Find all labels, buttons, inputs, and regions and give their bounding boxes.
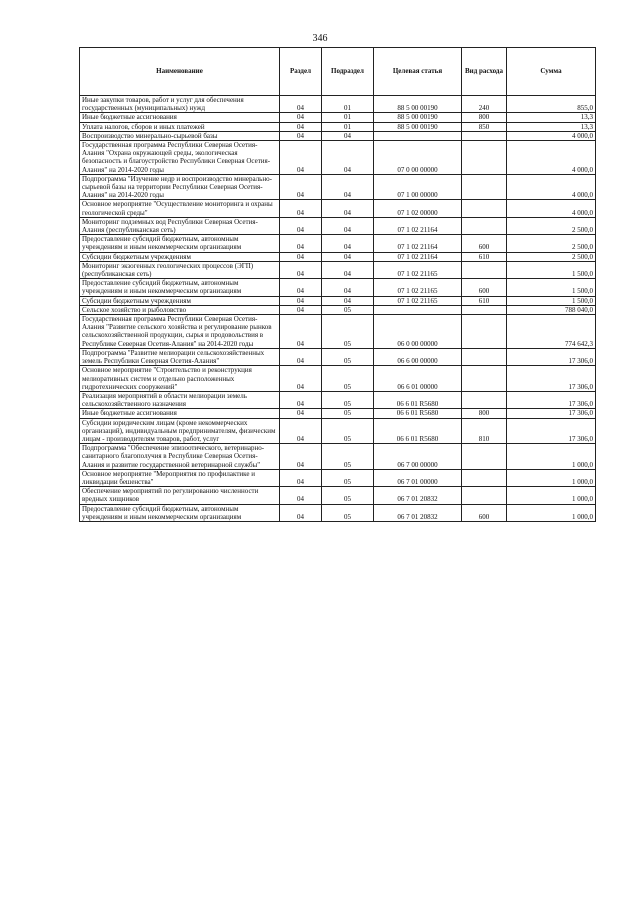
cell-amount: 1 500,0 [507,261,596,278]
cell-amount: 4 000,0 [507,174,596,200]
cell-section: 04 [280,96,322,113]
cell-article: 07 1 02 21164 [374,252,462,261]
cell-subsection: 04 [322,174,374,200]
table-row [80,366,596,392]
table-row [80,418,596,444]
cell-name: Государственная программа Республики Северная Осетия-Алания "Охрана окружающей среды, экологическая безопасность и благоустройство Республики Северная Осетия-Алания" на 2014-2020 годы [80,141,280,175]
table-row [80,348,596,365]
cell-name: Иные бюджетные ассигнования [80,113,280,122]
cell-section: 04 [280,366,322,392]
cell-name: Основное мероприятие "Строительство и реконструкция мелиоративных систем и отдельно расположенных гидротехнических сооружений" [80,366,280,392]
header-expense-type: Вид расхода [462,48,507,96]
cell-section: 04 [280,296,322,305]
cell-article: 06 6 00 00000 [374,348,462,365]
cell-name: Основное мероприятие "Мероприятия по профилактике и ликвидации бешенства" [80,469,280,486]
cell-expense-type: 600 [462,504,507,521]
cell-subsection: 05 [322,487,374,504]
header-amount: Сумма [507,48,596,96]
cell-name: Подпрограмма "Обеспечение эпизоотического, ветеринарно-санитарного благополучия в Республике Северная Осетия-Алания и развитие государственной ветеринарной службы" [80,444,280,470]
cell-amount: 4 000,0 [507,131,596,140]
cell-section: 04 [280,504,322,521]
cell-subsection: 04 [322,141,374,175]
cell-amount: 17 306,0 [507,409,596,418]
cell-subsection: 05 [322,409,374,418]
cell-amount: 17 306,0 [507,391,596,408]
table-row [80,305,596,314]
cell-expense-type [462,200,507,217]
cell-name: Реализация мероприятий в области мелиорации земель сельскохозяйственного назначения [80,391,280,408]
cell-article: 07 1 00 00000 [374,174,462,200]
cell-amount: 1 500,0 [507,296,596,305]
table-row [80,113,596,122]
cell-name: Иные закупки товаров, работ и услуг для обеспечения государственных (муниципальных) нужд [80,96,280,113]
table-row [80,261,596,278]
cell-section: 04 [280,174,322,200]
table-row [80,504,596,521]
cell-name: Субсидии бюджетным учреждениям [80,252,280,261]
table-row [80,174,596,200]
cell-article: 88 5 00 00190 [374,113,462,122]
cell-expense-type [462,305,507,314]
cell-amount: 774 642,3 [507,315,596,349]
cell-expense-type [462,469,507,486]
cell-subsection: 05 [322,504,374,521]
table-row [80,409,596,418]
cell-section: 04 [280,113,322,122]
table-row [80,217,596,234]
cell-amount: 1 000,0 [507,444,596,470]
cell-article: 07 1 02 21164 [374,217,462,234]
cell-section: 04 [280,235,322,252]
cell-section: 04 [280,487,322,504]
cell-amount: 2 500,0 [507,217,596,234]
cell-expense-type: 610 [462,296,507,305]
cell-article: 07 1 02 21165 [374,296,462,305]
cell-amount: 1 000,0 [507,504,596,521]
cell-name: Иные бюджетные ассигнования [80,409,280,418]
page-number: 346 [312,33,328,44]
cell-amount: 13,3 [507,122,596,131]
cell-article: 88 5 00 00190 [374,122,462,131]
table-row [80,200,596,217]
cell-expense-type: 600 [462,279,507,296]
cell-expense-type [462,444,507,470]
cell-section: 04 [280,348,322,365]
cell-name: Мониторинг подземных вод Республики Северная Осетия-Алания (республиканская сеть) [80,217,280,234]
cell-section: 04 [280,305,322,314]
cell-amount: 4 000,0 [507,141,596,175]
cell-expense-type: 240 [462,96,507,113]
cell-expense-type [462,391,507,408]
cell-name: Основное мероприятие "Осуществление мониторинга и охраны геологической среды" [80,200,280,217]
cell-expense-type: 610 [462,252,507,261]
header-article: Целевая статья [374,48,462,96]
cell-subsection: 01 [322,113,374,122]
cell-subsection: 05 [322,469,374,486]
cell-article: 07 1 02 00000 [374,200,462,217]
cell-section: 04 [280,252,322,261]
cell-expense-type: 600 [462,235,507,252]
cell-amount: 1 000,0 [507,487,596,504]
cell-name: Государственная программа Республики Северная Осетия-Алания "Развитие сельского хозяйства и регулирование рынков сельскохозяйственной продукции, сырья и продовольствия в Республике Северная Осетия-Алания" на 2014-2020 годы [80,315,280,349]
cell-subsection: 05 [322,418,374,444]
cell-amount: 2 500,0 [507,252,596,261]
cell-article [374,131,462,140]
cell-expense-type [462,487,507,504]
table-row [80,131,596,140]
cell-amount: 4 000,0 [507,200,596,217]
cell-subsection: 05 [322,348,374,365]
cell-subsection: 04 [322,200,374,217]
cell-amount: 788 040,0 [507,305,596,314]
cell-expense-type [462,141,507,175]
cell-article: 06 6 01 00000 [374,366,462,392]
cell-amount: 17 306,0 [507,348,596,365]
cell-article [374,305,462,314]
cell-subsection: 05 [322,315,374,349]
header-subsection: Подраздел [322,48,374,96]
cell-expense-type [462,366,507,392]
cell-subsection: 04 [322,131,374,140]
cell-subsection: 05 [322,305,374,314]
cell-subsection: 04 [322,235,374,252]
cell-name: Обеспечение мероприятий по регулированию численности вредных хищников [80,487,280,504]
cell-subsection: 04 [322,261,374,278]
cell-article: 06 0 00 00000 [374,315,462,349]
cell-article: 06 7 00 00000 [374,444,462,470]
table-row [80,235,596,252]
cell-amount: 855,0 [507,96,596,113]
cell-amount: 2 500,0 [507,235,596,252]
cell-section: 04 [280,444,322,470]
cell-section: 04 [280,418,322,444]
cell-name: Уплата налогов, сборов и иных платежей [80,122,280,131]
cell-expense-type: 800 [462,113,507,122]
cell-expense-type [462,261,507,278]
cell-name: Субсидии юридическим лицам (кроме некоммерческих организаций), индивидуальным предпринимателям, физическим лицам - производителям товаров, работ, услуг [80,418,280,444]
cell-name: Мониторинг экзогенных геологических процессов (ЭГП) (республиканская сеть) [80,261,280,278]
cell-subsection: 05 [322,391,374,408]
cell-section: 04 [280,122,322,131]
cell-expense-type [462,131,507,140]
table-row [80,96,596,113]
cell-amount: 17 306,0 [507,418,596,444]
cell-subsection: 04 [322,252,374,261]
cell-section: 04 [280,315,322,349]
table-row [80,122,596,131]
header-name: Наименование [80,48,280,96]
cell-section: 04 [280,391,322,408]
cell-name: Воспроизводство минерально-сырьевой базы [80,131,280,140]
table-row [80,487,596,504]
cell-article: 07 1 02 21164 [374,235,462,252]
cell-name: Подпрограмма "Развитие мелиорации сельскохозяйственных земель Республики Северная Осетия-Алания" [80,348,280,365]
cell-amount: 1 000,0 [507,469,596,486]
cell-expense-type: 800 [462,409,507,418]
cell-section: 04 [280,131,322,140]
cell-expense-type: 850 [462,122,507,131]
cell-section: 04 [280,279,322,296]
cell-article: 88 5 00 00190 [374,96,462,113]
cell-expense-type: 810 [462,418,507,444]
cell-subsection: 05 [322,444,374,470]
cell-amount: 1 500,0 [507,279,596,296]
cell-name: Подпрограмма "Изучение недр и воспроизводство минерально-сырьевой базы на территории Республики Северная Осетия-Алания" на 2014-2020 годы [80,174,280,200]
cell-section: 04 [280,469,322,486]
cell-article: 06 7 01 00000 [374,469,462,486]
table-row [80,279,596,296]
cell-article: 06 7 01 20832 [374,504,462,521]
table-row [80,296,596,305]
cell-expense-type [462,315,507,349]
cell-name: Предоставление субсидий бюджетным, автономным учреждениям и иным некоммерческим организациям [80,504,280,521]
cell-amount: 13,3 [507,113,596,122]
cell-article: 07 0 00 00000 [374,141,462,175]
table-header-row [80,48,596,96]
cell-subsection: 04 [322,217,374,234]
cell-article: 07 1 02 21165 [374,261,462,278]
cell-subsection: 04 [322,296,374,305]
table-row [80,444,596,470]
cell-article: 06 7 01 20832 [374,487,462,504]
cell-expense-type [462,217,507,234]
table-row [80,469,596,486]
cell-subsection: 04 [322,279,374,296]
table-row [80,315,596,349]
header-section: Раздел [280,48,322,96]
cell-section: 04 [280,261,322,278]
cell-amount: 17 306,0 [507,366,596,392]
cell-section: 04 [280,200,322,217]
cell-name: Субсидии бюджетным учреждениям [80,296,280,305]
table-row [80,391,596,408]
cell-article: 06 6 01 R5680 [374,409,462,418]
cell-expense-type [462,174,507,200]
cell-article: 06 6 01 R5680 [374,391,462,408]
cell-subsection: 01 [322,122,374,131]
cell-article: 06 6 01 R5680 [374,418,462,444]
cell-subsection: 05 [322,366,374,392]
table-row [80,252,596,261]
cell-section: 04 [280,409,322,418]
cell-name: Предоставление субсидий бюджетным, автономным учреждениям и иным некоммерческим организациям [80,235,280,252]
cell-subsection: 01 [322,96,374,113]
budget-table [79,47,596,522]
cell-expense-type [462,348,507,365]
cell-name: Предоставление субсидий бюджетным, автономным учреждениям и иным некоммерческим организациям [80,279,280,296]
cell-article: 07 1 02 21165 [374,279,462,296]
table-row [80,141,596,175]
cell-section: 04 [280,217,322,234]
cell-name: Сельское хозяйство и рыболовство [80,305,280,314]
cell-section: 04 [280,141,322,175]
